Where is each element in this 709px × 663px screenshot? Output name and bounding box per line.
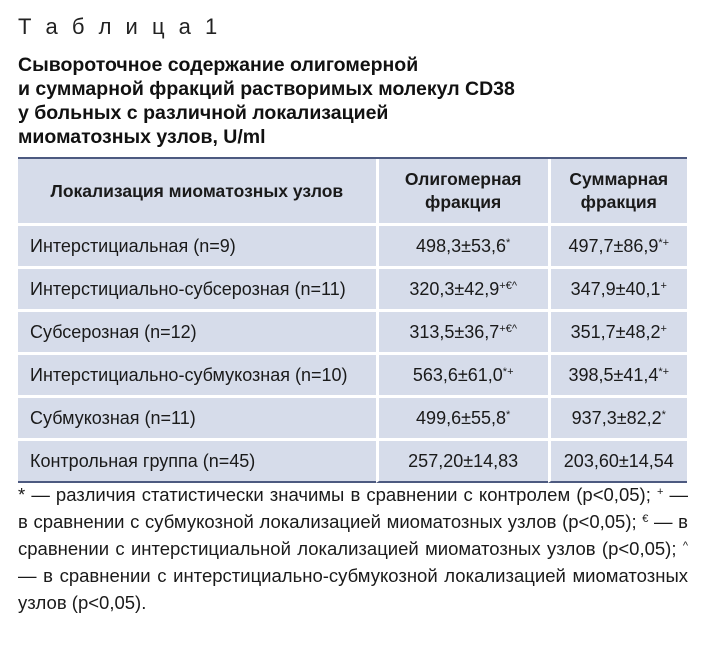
table-row: [18, 266, 687, 309]
header-total-line2: фракция: [580, 192, 657, 212]
header-localization: Локализация миоматозных узлов: [50, 180, 344, 201]
significance-mark: +: [660, 279, 667, 292]
table-footnote: [18, 481, 688, 616]
row-oligomer-value: 498,3±53,6*: [376, 223, 548, 266]
row-oligomer-value: 320,3±42,9+€^: [376, 266, 548, 309]
significance-mark: +: [660, 322, 667, 335]
table-number-label: Т а б л и ц а 1: [18, 14, 222, 39]
row-total-value: 347,9±40,1+: [548, 266, 687, 309]
footnote-text: — в сравнении с интерстициальной локализацией миоматозных узлов (p<0,05);: [18, 511, 689, 559]
table-row: [18, 309, 687, 352]
significance-mark: *: [506, 408, 511, 421]
footnote-mark: +: [656, 486, 664, 498]
header-oligomer-fraction: [376, 159, 548, 223]
table-title-line: у больных с различной локализацией: [18, 102, 389, 124]
footnote-mark: *: [18, 484, 26, 505]
footnote-text: — в сравнении с интерстициально-субмукозной локализацией миоматозных узлов (p<0,05).: [18, 565, 688, 613]
table-row: [18, 395, 687, 438]
data-table: [18, 157, 687, 483]
row-oligomer-value: 313,5±36,7+€^: [376, 309, 548, 352]
row-oligomer-value: 257,20±14,83: [376, 438, 548, 483]
row-localization: Субмукозная (n=11): [18, 395, 376, 438]
row-localization: Интерстициально-субсерозная (n=11): [18, 266, 376, 309]
table-title-line: миоматозных узлов, U/ml: [18, 126, 266, 148]
significance-mark: +€^: [499, 279, 517, 292]
row-localization: Контрольная группа (n=45): [18, 438, 376, 483]
significance-mark: *+: [658, 365, 670, 378]
header-total-fraction: [548, 159, 687, 223]
row-total-value: 497,7±86,9*+: [548, 223, 687, 266]
significance-mark: *+: [658, 236, 670, 249]
row-localization: Интерстициально-субмукозная (n=10): [18, 352, 376, 395]
row-total-value: 937,3±82,2*: [548, 395, 687, 438]
header-oligomer-line2: фракция: [425, 192, 502, 212]
footnote-mark: €: [642, 513, 649, 525]
table-title-line: и суммарной фракций растворимых молекул CD38: [18, 78, 515, 100]
row-total-value: 398,5±41,4*+: [548, 352, 687, 395]
table-row: [18, 438, 687, 483]
header-oligomer-line1: Олигомерная: [404, 169, 522, 189]
row-oligomer-value: 563,6±61,0*+: [376, 352, 548, 395]
table-row: [18, 223, 687, 266]
table-row: [18, 352, 687, 395]
row-localization: Субсерозная (n=12): [18, 309, 376, 352]
significance-mark: *: [661, 408, 666, 421]
row-oligomer-value: 499,6±55,8*: [376, 395, 548, 438]
row-total-value: 203,60±14,54: [548, 438, 687, 483]
table-title-line: Сывороточное содержание олигомерной: [18, 54, 419, 76]
significance-mark: *: [506, 236, 511, 249]
footnote-text: — различия статистически значимы в сравнении с контролем (p<0,05);: [25, 484, 657, 505]
table-title: [18, 53, 618, 149]
significance-mark: *+: [502, 365, 514, 378]
row-localization: Интерстициальная (n=9): [18, 223, 376, 266]
header-total-line1: Суммарная: [569, 169, 669, 189]
footnote-text: — в сравнении с субмукозной локализацией миоматозных узлов (p<0,05);: [18, 484, 689, 532]
footnote-mark: ^: [682, 540, 688, 552]
row-total-value: 351,7±48,2+: [548, 309, 687, 352]
table-header-row: [18, 159, 687, 223]
significance-mark: +€^: [499, 322, 517, 335]
